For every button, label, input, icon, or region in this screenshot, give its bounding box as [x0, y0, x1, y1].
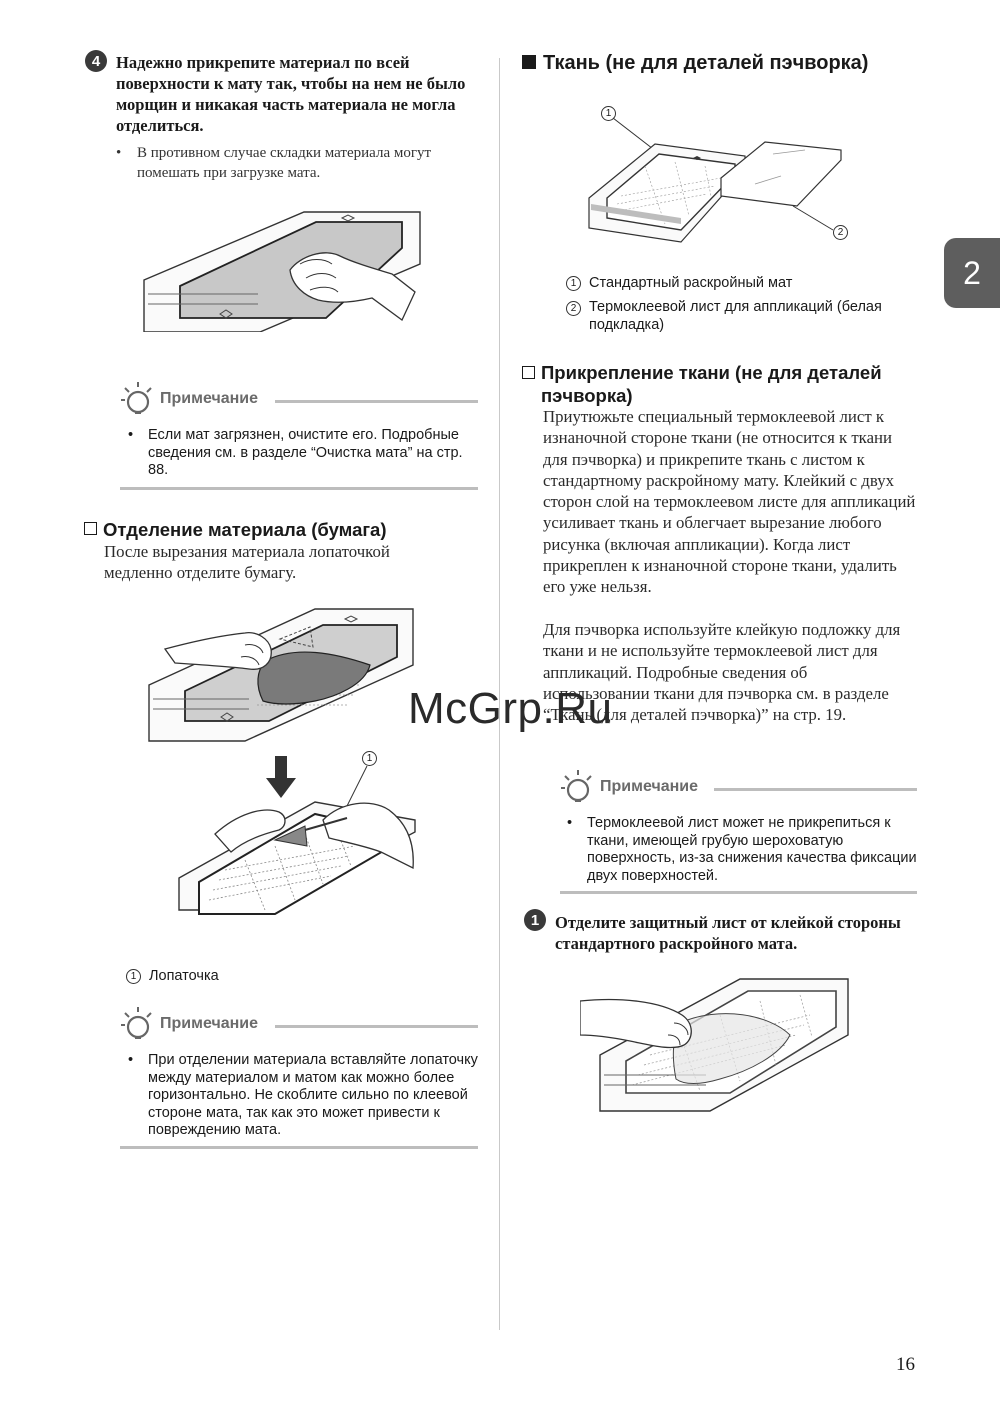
- fabric-item-1-text: Стандартный раскройный мат: [589, 275, 793, 291]
- note-1-bullet: • Если мат загрязнен, очистите его. Подробные сведения см. в разделе “Очистка мата” на стр. 88.: [128, 427, 473, 480]
- item-number: 1: [566, 276, 581, 291]
- separation-body: После вырезания материала лопаточкой медленно отделите бумагу.: [104, 542, 390, 583]
- step-1-text: Отделите защитный лист от клейкой стороны стандартного раскройного мата.: [555, 913, 901, 953]
- note-2-top-rule: [275, 1025, 478, 1028]
- note-1-bottom-rule: [120, 487, 478, 490]
- checkbox-icon: [84, 522, 97, 535]
- note-3-bottom-rule: [560, 891, 917, 894]
- page-number: 16: [896, 1354, 915, 1375]
- peel-protective-sheet-illustration: [580, 975, 855, 1115]
- square-bullet-icon: [522, 55, 536, 69]
- spatula-illustration: [175, 760, 420, 938]
- note-2-label: Примечание: [160, 1015, 259, 1032]
- note-1-bullet-text: Если мат загрязнен, очистите его. Подробные сведения см. в разделе “Очистка мата” на стр. 88.: [148, 427, 463, 478]
- note-3-header: [560, 768, 698, 806]
- fabric-item-2-text: Термоклеевой лист для аппликаций (белая подкладка): [589, 299, 882, 333]
- callout-number: 2: [833, 225, 848, 240]
- callout-number: 1: [601, 106, 616, 121]
- mat-and-sheet-illustration: [585, 112, 845, 247]
- attach-heading-text: Прикрепление ткани (не для деталей пэчворка): [541, 362, 882, 406]
- callout-number: 1: [362, 751, 377, 766]
- note-1-top-rule: [275, 400, 478, 403]
- fabric-heading-text: Ткань (не для деталей пэчворка): [543, 52, 869, 74]
- attach-heading: [522, 361, 922, 407]
- chapter-tab[interactable]: 2: [944, 238, 1000, 308]
- note-2-header: [120, 1005, 258, 1043]
- lightbulb-icon: [120, 380, 156, 418]
- note-2-bullet: • При отделении материала вставляйте лопаточку между материалом и матом как можно более горизонтально. Не скоблите сильно по клеевой стороне мата, так как это может привести к повреждению мата.: [128, 1052, 478, 1138]
- watermark: McGrp.Ru: [408, 684, 613, 733]
- fabric-item-1: [566, 275, 906, 293]
- peel-paper-illustration: [145, 605, 420, 745]
- separation-heading-text: Отделение материала (бумага): [103, 519, 387, 540]
- note-3-top-rule: [714, 788, 917, 791]
- note-1-label: Примечание: [160, 390, 259, 407]
- lightbulb-icon: [560, 768, 596, 806]
- note-3-bullet: • Термоклеевой лист может не прикрепиться к ткани, имеющей грубую шероховатую поверхность, из-за снижения качества фиксации двух поверхностей.: [567, 815, 917, 884]
- step-4-text: Надежно прикрепите материал по всей поверхности к мату так, чтобы на нем не было морщин и никакая часть материала не могла отделиться.: [116, 53, 466, 135]
- fabric-item-2: [566, 299, 911, 334]
- step-4-badge: 4: [85, 50, 107, 72]
- attach-body: Приутюжьте специальный термоклеевой лист к изнаночной стороне ткани (не относится к ткани для пэчворка) и прикрепите ткань с листом к стандартному раскройному мату. Клейкий с двух сторон слой на термоклеевом листе для аппликаций усиливает ткань и облегчает вырезание любого рисунка (включая аппликации). Когда лист прикреплен к изнаночной стороне ткани, удалить его уже нельзя.: [543, 407, 916, 597]
- attach-body-2: Для пэчворка используйте клейкую подложку для ткани и не используйте термоклеевой лист для аппликаций. Подробные сведения об использовании ткани для пэчворка см. в разделе “Ткань (для деталей пэчворка)” на стр. 19.: [543, 620, 901, 725]
- note-3-label: Примечание: [600, 778, 699, 795]
- spatula-caption: [126, 968, 219, 986]
- spatula-caption-text: Лопаточка: [149, 968, 219, 984]
- item-number: 2: [566, 301, 581, 316]
- separation-heading: [84, 518, 484, 541]
- note-3-bullet-text: Термоклеевой лист может не прикрепиться к ткани, имеющей грубую шероховатую поверхность, из-за снижения качества фиксации двух поверхностей.: [587, 815, 917, 884]
- note-2-bullet-text: При отделении материала вставляйте лопаточку между материалом и матом как можно более горизонтально. Не скоблите сильно по клеевой стороне мата, так как это может привести к повреждению мата.: [148, 1052, 478, 1138]
- note-1-header: [120, 380, 258, 418]
- step-1-badge: 1: [524, 909, 546, 931]
- lightbulb-icon: [120, 1005, 156, 1043]
- step-4-bullet: • В противном случае складки материала могут помешать при загрузке мата.: [116, 143, 476, 183]
- caption-number: 1: [126, 969, 141, 984]
- step-4-bullet-text: В противном случае складки материала могут помешать при загрузке мата.: [137, 145, 432, 181]
- checkbox-icon: [522, 366, 535, 379]
- note-2-bottom-rule: [120, 1146, 478, 1149]
- mat-hand-illustration: [140, 208, 430, 332]
- fabric-heading: [522, 52, 868, 75]
